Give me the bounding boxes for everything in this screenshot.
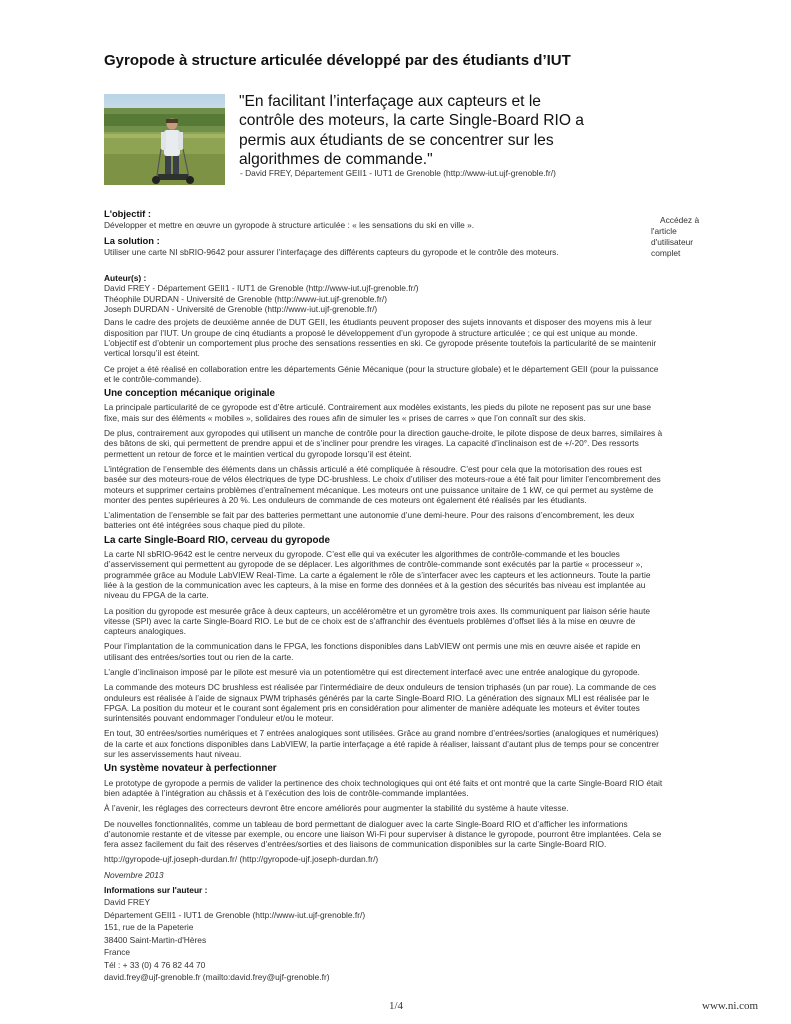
full-article-link-line: complet <box>651 248 681 258</box>
author-info-heading: Informations sur l'auteur : <box>104 885 208 896</box>
body-paragraph: La position du gyropode est mesurée grâce à deux capteurs, un accéléromètre et un gyromètre trois axes. Ils communiquent par liaison série haute vitesse (SPI) avec la carte Single-Board RIO. Le but de ce choix est de s’affranchir des éventuels problèmes d’offset liés à la mise en œuvre de capteurs analogiques. <box>104 605 651 637</box>
author-line: Théophile DURDAN - Université de Grenoble (http://www-iut.ujf-grenoble.fr/) <box>104 293 387 304</box>
site-url: www.ni.com <box>702 1000 759 1012</box>
page-number: 1/4 <box>389 1000 404 1012</box>
solution-heading: La solution : <box>104 234 160 246</box>
body-paragraph: L’intégration de l’ensemble des éléments dans un châssis articulé a été compliquée à résoudre. C’est pour cela que la motorisation des roues est basée sur des moteurs-roue de vélos électriques de type DC-brushless. Le choix d’utiliser des moteurs-roue a été fait pour limiter l’encombrement des moteurs et supprimer certains problèmes d’entraînement mécanique. Les moteurs ont une puissance unitaire de 1 kW, ce qui permet au système de monter des pentes supérieures à 20 %. Les onduleurs de commande de ces moteurs ont également été réalisés par les étudiants. <box>104 463 661 505</box>
section-heading-sbrio: La carte Single-Board RIO, cerveau du gyropode <box>104 534 330 546</box>
objectif-heading: L'objectif : <box>104 208 152 219</box>
quote-source: - David FREY, Département GEII1 - IUT1 de Grenoble (http://www-iut.ujf-grenoble.fr/) <box>240 168 556 178</box>
body-paragraph: En tout, 30 entrées/sorties numériques et 7 entrées analogiques sont utilisées. Grâce au grand nombre d’entrées/sorties (analogiques et numériques) de la carte et aux fonctions disponibles dans LabVIEW, la partie interfaçage a été rapide à réaliser, laissant d’autant plus de temps pour se concentrer sur les asservissements haut niveau. <box>104 728 659 760</box>
author-contact-line: 151, rue de la Papeterie <box>104 922 194 933</box>
body-paragraph: De nouvelles fonctionnalités, comme un tableau de bord permettant de dialoguer avec la carte Single-Board RIO et d’afficher les informations d’autonomie restante et de vitesse par exemple, ou encore une liaison Wi-Fi pour superviser à distance le gyropode, pourront être implantées. Cela se fera assez facilement du fait des réserves d’entrées/sorties et des liaisons de communication disponibles sur la carte Single-Board RIO. <box>104 818 662 850</box>
author-line: David FREY - Département GEII1 - IUT1 de Grenoble (http://www-iut.ujf-grenoble.fr/) <box>104 283 419 294</box>
author-email-link[interactable]: david.frey@ujf-grenoble.fr (mailto:david.frey@ujf-grenoble.fr) <box>104 972 330 983</box>
body-paragraph: La principale particularité de ce gyropode est d’être articulé. Contrairement aux modèles existants, les pieds du pilote ne reposent pas sur une base fixe, mais sur des éléments « mobiles », solidaires des roues afin de simuler les « prises de carres » que l’on connaît sur des skis. <box>104 402 652 423</box>
author-line: Joseph DURDAN - Université de Grenoble (http://www-iut.ujf-grenoble.fr/) <box>104 304 378 315</box>
body-paragraph: De plus, contrairement aux gyropodes qui utilisent un manche de contrôle pour la direction gauche-droite, le pilote dispose de deux barres, similaires à des bâtons de ski, qui permettent de prendre appui et de s’incliner pour prendre les virages. La capacité d’inclinaison est de +/-20°. Des ressorts permettent un retour de force et le maintien vertical du gyropode lorsqu’il est éteint. <box>104 428 663 459</box>
full-article-link-line: l'article <box>651 226 677 236</box>
author-contact-line: Département GEII1 - IUT1 de Grenoble (http://www-iut.ujf-grenoble.fr/) <box>104 909 366 920</box>
full-article-link-line: Accédez à <box>660 215 700 225</box>
author-contact <box>104 896 664 984</box>
body-paragraph: Le prototype de gyropode a permis de valider la pertinence des choix technologiques qui ont été faits et ont montré que la carte Single-Board RIO était bien adaptée à l’intégration au châssis et à l’exécution des lois de contrôle-commande implantées. <box>104 777 663 798</box>
author-contact-line: Tél : + 33 (0) 4 76 82 44 70 <box>104 959 206 970</box>
body-paragraph: Pour l’implantation de la communication dans le FPGA, les fonctions disponibles dans LabVIEW ont permis une mis en œuvre aisée et rapide en utilisant des entrées/sorties tout ou rien de la carte. <box>104 641 641 662</box>
author-contact-line: David FREY <box>104 897 151 908</box>
body-paragraph: L’angle d’inclinaison imposé par le pilote est mesuré via un potentiomètre qui est directement interfacé avec une entrée analogique du gyropode. <box>104 666 640 677</box>
body-paragraph: L’alimentation de l’ensemble se fait par des batteries permettant une autonomie d’une demi-heure. Pour des raisons d’encombrement, les deux batteries ont été intégrées sous chaque pied du pilote. <box>104 510 635 531</box>
body-paragraph: La commande des moteurs DC brushless est réalisée par l’intermédiaire de deux onduleurs de tension triphasés (un par roue). La commande de ces onduleurs est réalisée à l’aide de signaux PWM triphasés générés par la carte Single-Board RIO. La génération des signaux MLI est réalisée par le FPGA. La position du moteur et le courant sont également pris en considération pour alimenter de manière adéquate les moteurs et éviter toutes surintensités pouvant endommager l’onduleur et/ou le moteur. <box>104 682 657 724</box>
authors-heading: Auteur(s) : <box>104 273 147 284</box>
section-heading-mechanical: Une conception mécanique originale <box>104 388 275 400</box>
intro-paragraph: Dans le cadre des projets de deuxième année de DUT GEII, les étudiants peuvent proposer des sujets innovants et disposer des moyens mis à leur disposition par l’IUT. Un groupe de cinq étudiants a proposé le développement d’un gyropode à structure articulée ; ce qui est unique au monde. L’objectif est d’obtenir un comportement plus proche des sensations ressenties en ski. Ce gyropode présente toutefois la particularité de se maintenir vertical lorsqu’il est éteint. <box>104 317 657 359</box>
article-title: Gyropode à structure articulée développé par des étudiants d’IUT <box>104 52 571 69</box>
student-with-gyropode-photo <box>104 94 225 185</box>
objectif-text: Développer et mettre en œuvre un gyropode à structure articulée : « les sensations du ski en ville ». <box>104 220 475 231</box>
intro-paragraph: Ce projet a été réalisé en collaboration entre les départements Génie Mécanique (pour la structure globale) et le département GEII (pour la puissance et le contrôle-commande). <box>104 363 659 384</box>
publication-date: Novembre 2013 <box>104 869 164 880</box>
article-body <box>104 209 664 984</box>
pull-quote: "En facilitant l’interfaçage aux capteurs et le contrôle des moteurs, la carte Single-Board RIO a permis aux étudiants de se concentrer sur les algorithmes de commande." <box>239 93 584 168</box>
author-contact-line: 38400 Saint-Martin-d'Hères <box>104 934 207 945</box>
author-contact-line: France <box>104 947 131 958</box>
solution-text: Utiliser une carte NI sbRIO-9642 pour assurer l’interfaçage des différents capteurs du gyropode et le contrôle des moteurs. <box>104 246 559 257</box>
section-heading-future: Un système novateur à perfectionner <box>104 763 277 775</box>
project-link[interactable]: http://gyropode-ujf.joseph-durdan.fr/ (http://gyropode-ujf.joseph-durdan.fr/) <box>104 854 379 865</box>
body-paragraph: À l’avenir, les réglages des correcteurs devront être encore améliorés pour augmenter la stabilité du système à haute vitesse. <box>104 803 569 814</box>
full-article-link-line: d'utilisateur <box>651 237 694 247</box>
body-paragraph: La carte NI sbRIO-9642 est le centre nerveux du gyropode. C’est elle qui va exécuter les algorithmes de contrôle-commande et les boucles d’asservissement qui permettent au gyropode de se déplacer. Les algorithmes de contrôle-commande sont exécutés par la partie « processeur », programmée grâce au Module LabVIEW Real-Time. La carte a également le rôle de s’interfacer avec les capteurs et les actionneurs. Toute la partie liée à la gestion de la communication avec les capteurs, à la mise en forme des données et à la gestion des sécurités bas niveau est implantée au niveau du FPGA de la carte. <box>104 549 651 601</box>
